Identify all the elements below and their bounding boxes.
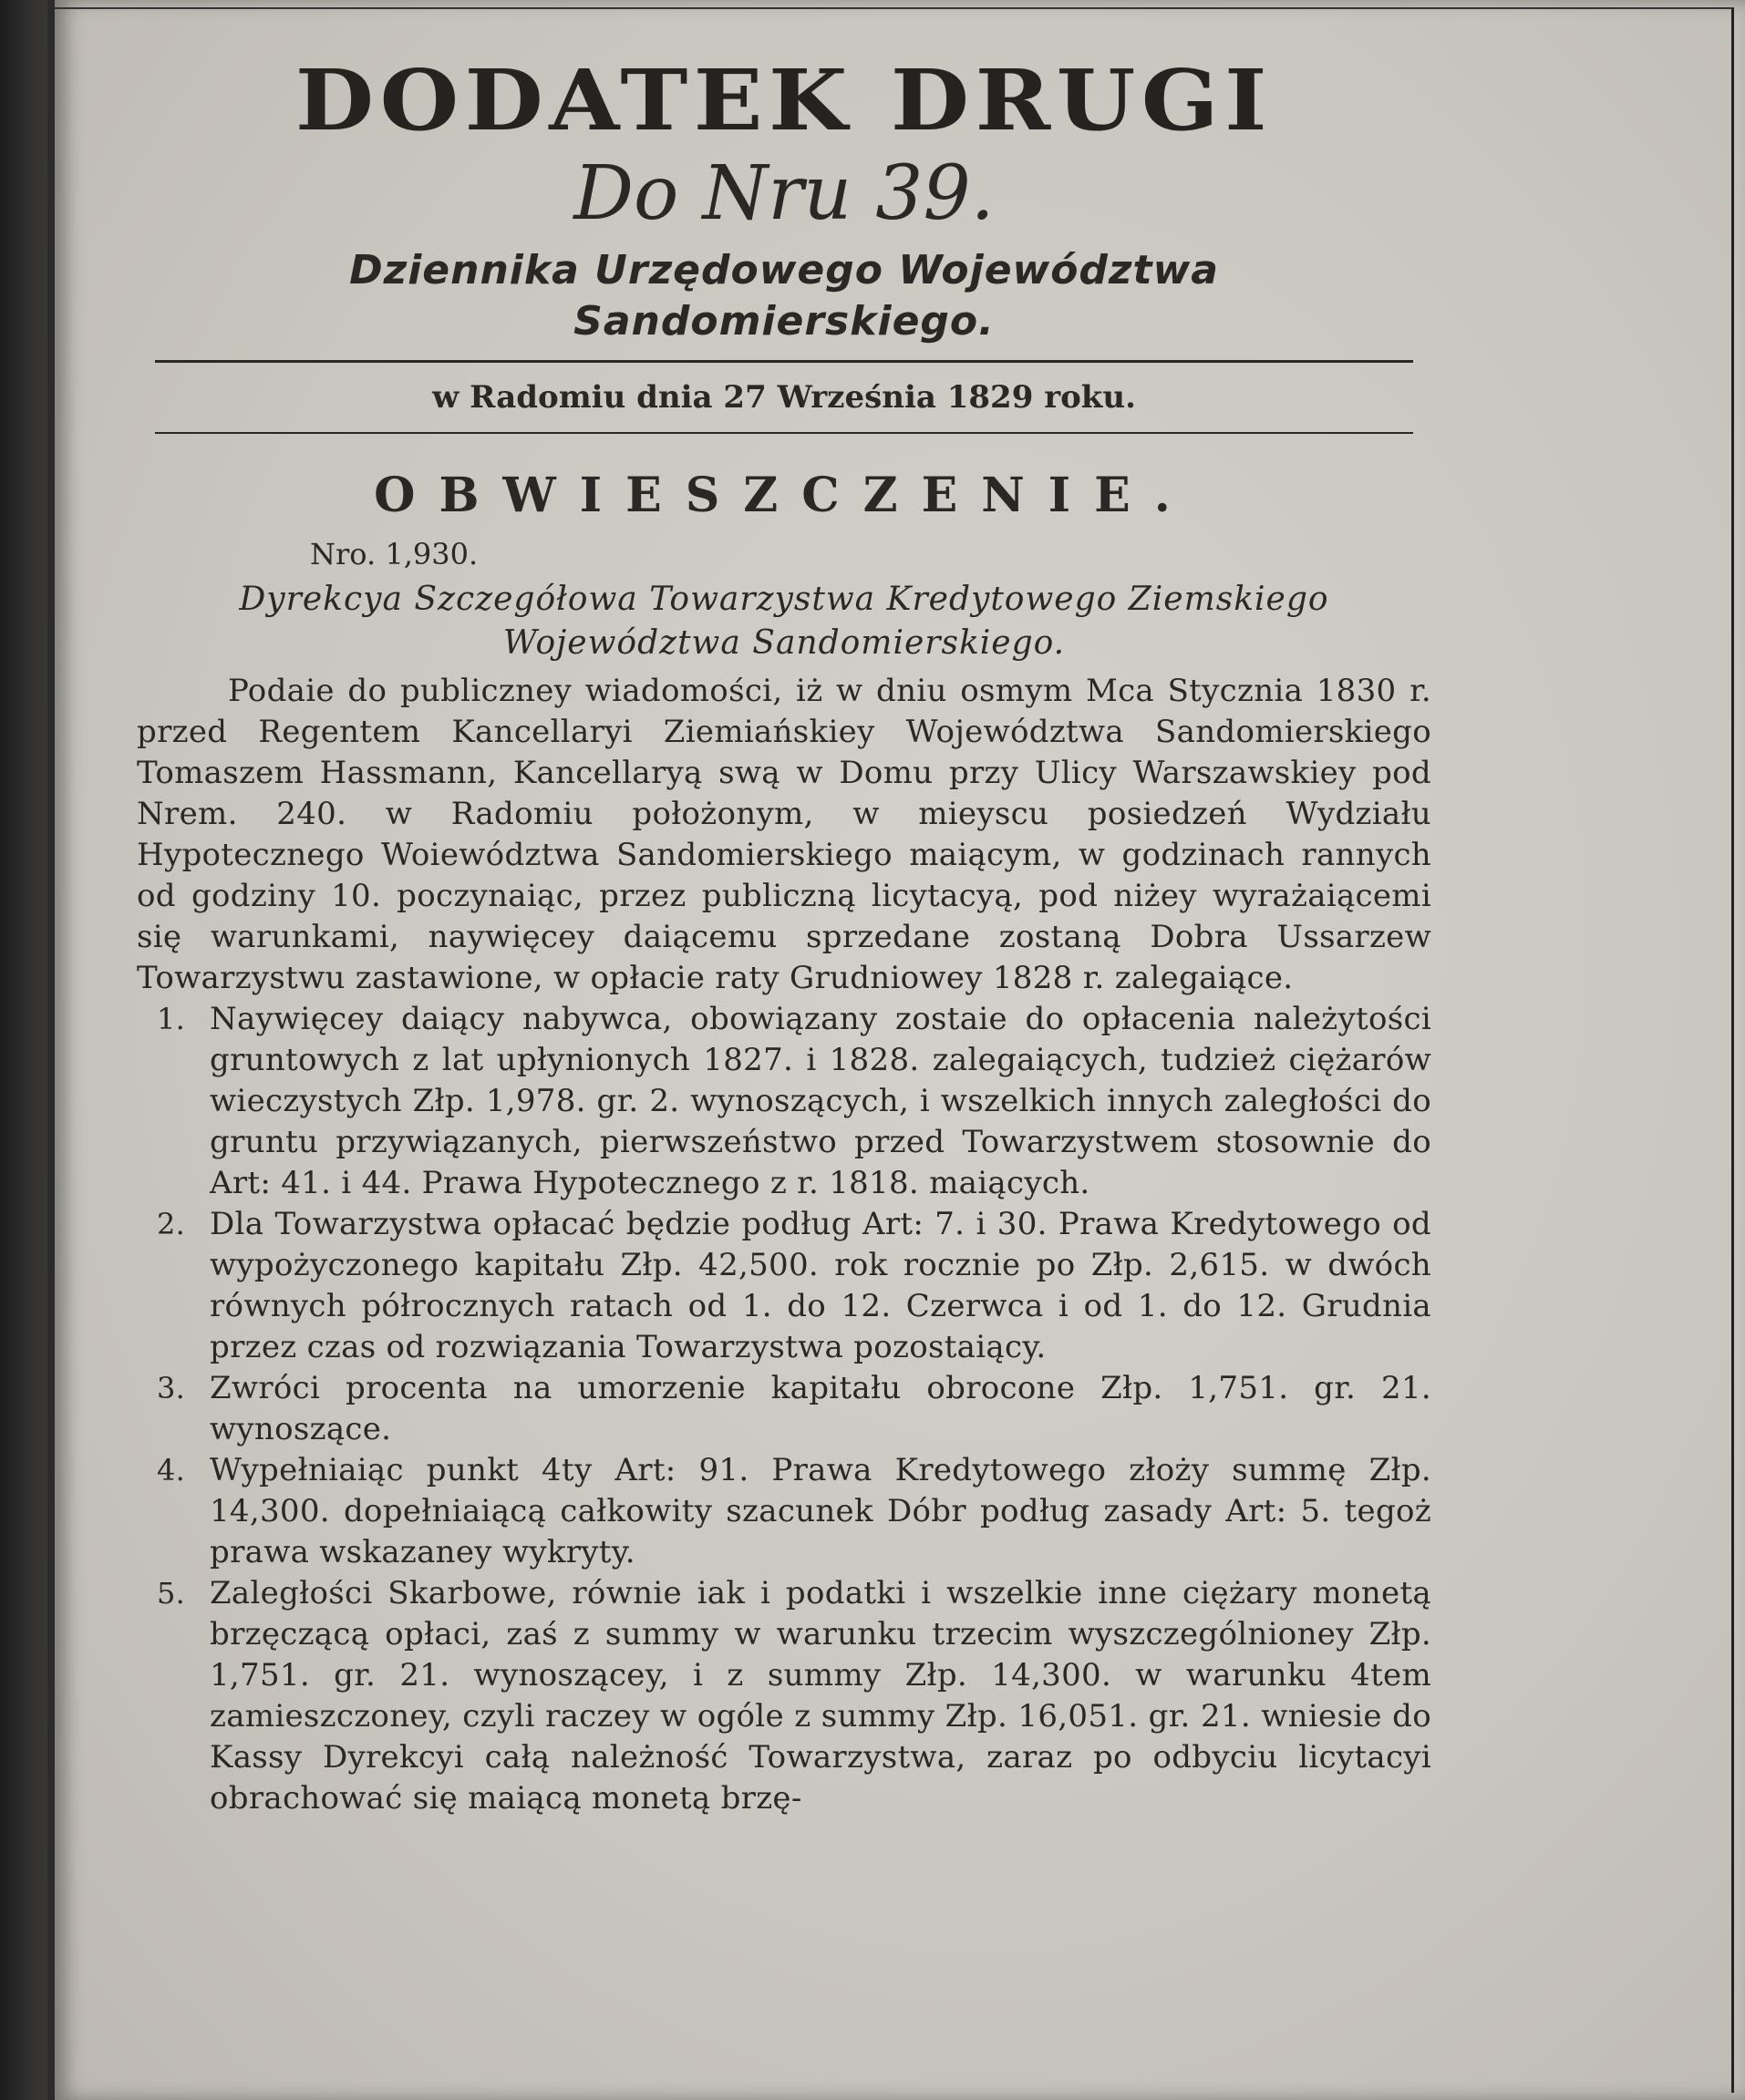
condition-number: 2. [157,1207,186,1241]
condition-text: Naywięcey daiący nabywca, obowiązany zostaie do opłacenia należytości gruntowych z lat upłynionych 1827. i 1828. zalegaiących, tudzież ciężarów wieczystych Złp. 1,978. gr. 2. wynoszących, i wszelkich innych zaległości do gruntu przywiązanych, pierwszeństwo przed Towarzystwem stosownie do Art: 41. i 44. Prawa Hypotecznego z r. 1818. maiących. [210,1001,1431,1201]
condition-number: 1. [157,1002,186,1036]
condition-text: Wypełniaiąc punkt 4ty Art: 91. Prawa Kredytowego złoży summę Złp. 14,300. dopełniaiącą całkowity szacunek Dóbr podług zasady Art: 5. tegoż prawa wskazaney wykryty. [210,1452,1431,1570]
condition-text: Zwróci procenta na umorzenie kapitału obrocone Złp. 1,751. gr. 21. wynoszące. [210,1370,1431,1447]
issuer-line-1: Dyrekcya Szczegółowa Towarzystwa Kredytowego Ziemskiego [239,581,1329,618]
issue-number: Do Nru 39. [573,150,995,237]
dateline: w Radomiu dnia 27 Września 1829 roku. [432,379,1136,416]
condition-text: Dla Towarzystwa opłacać będzie podług Art: 7. i 30. Prawa Kredytowego od wypożyczonego kapitału Złp. 42,500. rok rocznie po Złp. 2,615. w dwóch równych półrocznych ratach od 1. do 12. Czerwca i od 1. do 12. Grudnia przez czas od rozwiązania Towarzystwa pozostaiący. [210,1206,1431,1365]
section-title: OBWIESZCZENIE. [374,468,1194,523]
condition-item [157,1204,1431,1368]
journal-name: Dziennika Urzędowego Województwa Sandomierskiego. [349,247,1219,345]
intro-paragraph: Podaie do publiczney wiadomości, iż w dniu osmym Mca Stycznia 1830 r. przed Regentem Kancellaryi Ziemiańskiey Województwa Sandomierskiego Tomaszem Hassmann, Kancellaryą swą w Domu przy Ulicy Warszawskiey pod Nrem. 240. w Radomiu położonym, w mieyscu posiedzeń Wydziału Hypotecznego Woiewództwa Sandomierskiego maiącym, w godzinach rannych od godziny 10. poczynaiąc, przez publiczną licytacyą, pod niżey wyrażaiącemi się warunkami, naywięcey daiącemu sprzedane zostaną Dobra Ussarzew Towarzystwu zastawione, w opłacie raty Grudniowey 1828 r. zalegaiące. [137,673,1431,996]
condition-item [157,1573,1431,1819]
binding-edge [0,0,47,2100]
condition-number: 5. [157,1576,186,1611]
condition-number: 3. [157,1371,186,1405]
issuer-line-2: Województwa Sandomierskiego. [502,624,1066,662]
masthead-title: DODATEK DRUGI [294,51,1274,149]
condition-text: Zaległości Skarbowe, równie iak i podatki i wszelkie inne ciężary monetą brzęczącą opłaci, zaś z summy w warunku trzecim wyszczególnioney Złp. 1,751. gr. 21. wynoszącey, i z summy Złp. 14,300. w warunku 4tem zamieszczoney, czyli raczey w ogóle z summy Złp. 16,051. gr. 21. wniesie do Kassy Dyrekcyi całą należność Towarzystwa, zaraz po odbyciu licytacyi obrachować się maiącą monetą brzę- [210,1575,1431,1817]
document-content [137,50,1431,1819]
condition-number: 4. [157,1453,186,1488]
reference-number: Nro. 1,930. [310,537,479,571]
condition-item [157,1368,1431,1450]
dateline-rule [155,432,1413,434]
masthead-rule [155,360,1413,363]
condition-item [157,999,1431,1204]
condition-item [157,1450,1431,1573]
